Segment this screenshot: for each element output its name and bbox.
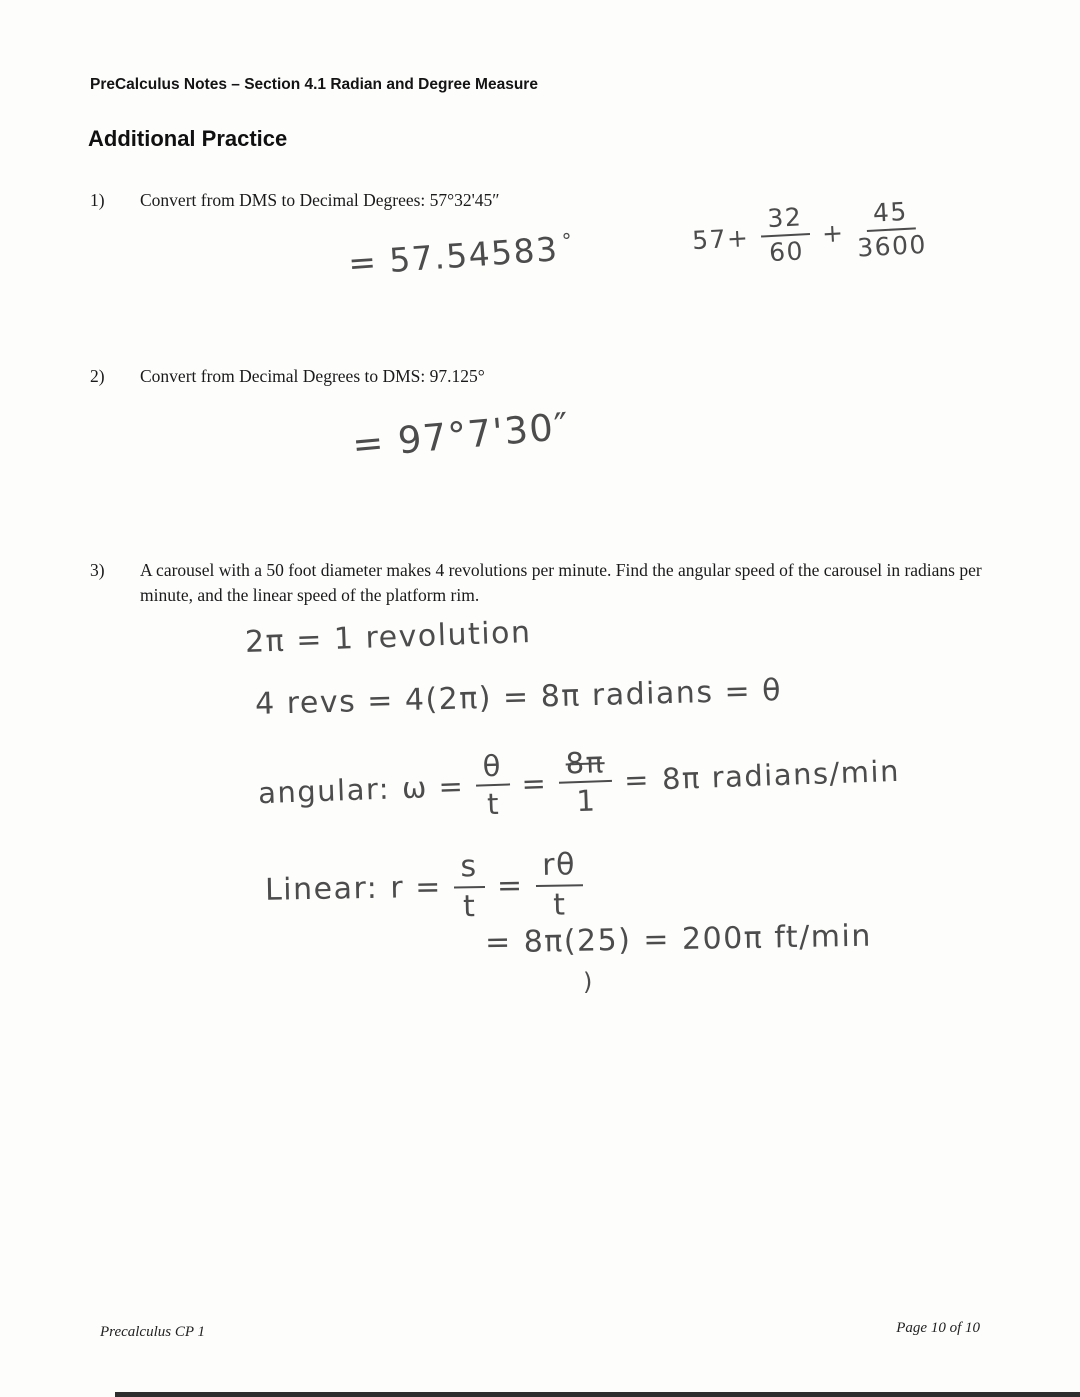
handwritten-answer-problem-1 bbox=[347, 228, 575, 283]
equals-sign: = bbox=[623, 762, 651, 798]
angular-label: angular: bbox=[257, 772, 391, 811]
stray-paren-mark: ) bbox=[583, 968, 594, 996]
degree-symbol: ° bbox=[561, 229, 575, 253]
handwritten-line-linear bbox=[264, 849, 584, 926]
fraction-45-over-3600: $\frac{45}{3600}$ bbox=[856, 196, 928, 263]
fraction-rtheta-over-t: $\frac{r\theta}{t}$ bbox=[535, 849, 584, 921]
scan-edge-artifact bbox=[115, 1392, 1080, 1397]
handwritten-line-linear-result bbox=[485, 919, 872, 961]
problem-2 bbox=[90, 364, 950, 389]
fraction-theta-over-t: $\frac{\theta}{t}$ bbox=[475, 750, 511, 820]
equals-sign: = bbox=[496, 868, 524, 904]
handwritten-line-revolution: 2π = 1 revolution bbox=[244, 615, 533, 660]
r-equals: r = bbox=[390, 869, 443, 906]
angular-result: 8π radians/min bbox=[661, 754, 901, 797]
problem-2-number: 2) bbox=[90, 366, 105, 386]
fraction-s-over-t: $\frac{s}{t}$ bbox=[453, 851, 485, 923]
handwritten-line-angular bbox=[257, 737, 901, 828]
linear-calc: 8π(25) bbox=[523, 922, 632, 960]
handwritten-work-problem-1 bbox=[691, 198, 928, 271]
answer-value: = 57.54583 bbox=[346, 229, 560, 283]
problem-3-text: A carousel with a 50 foot diameter makes 4 revolutions per minute. Find the angular speed of the carousel in radians per minute, and the linear speed of the platform rim. bbox=[140, 560, 982, 606]
plus-sign: + bbox=[821, 217, 846, 249]
handwritten-line-4revs: 4 revs = 4(2π) = 8π radians = θ bbox=[254, 673, 783, 722]
equals-sign: = bbox=[484, 924, 512, 961]
problem-3-number: 3) bbox=[90, 560, 105, 580]
linear-result: 200π ft/min bbox=[681, 918, 873, 957]
problem-3 bbox=[90, 558, 990, 609]
equals-sign: = bbox=[520, 766, 548, 802]
fraction-32-over-60: $\frac{32}{60}$ bbox=[760, 204, 812, 267]
problem-2-text: Convert from Decimal Degrees to DMS: 97.125° bbox=[140, 366, 485, 386]
document-header: PreCalculus Notes – Section 4.1 Radian and Degree Measure bbox=[90, 76, 538, 93]
footer-page-number: Page 10 of 10 bbox=[896, 1320, 980, 1336]
problem-1-number: 1) bbox=[90, 190, 105, 210]
fraction-8pi-over-1: $\frac{8\pi}{1}$ bbox=[558, 747, 613, 818]
omega-equals: ω = bbox=[401, 769, 465, 806]
footer-course-label: Precalculus CP 1 bbox=[100, 1324, 205, 1340]
equals-sign: = bbox=[643, 922, 671, 958]
section-heading: Additional Practice bbox=[88, 126, 288, 151]
problem-1-text: Convert from DMS to Decimal Degrees: 57°32'45″ bbox=[140, 190, 500, 210]
linear-label: Linear: bbox=[264, 870, 379, 908]
handwritten-answer-problem-2: = 97°7'30″ bbox=[350, 404, 572, 467]
work-term: 57+ bbox=[691, 222, 751, 255]
